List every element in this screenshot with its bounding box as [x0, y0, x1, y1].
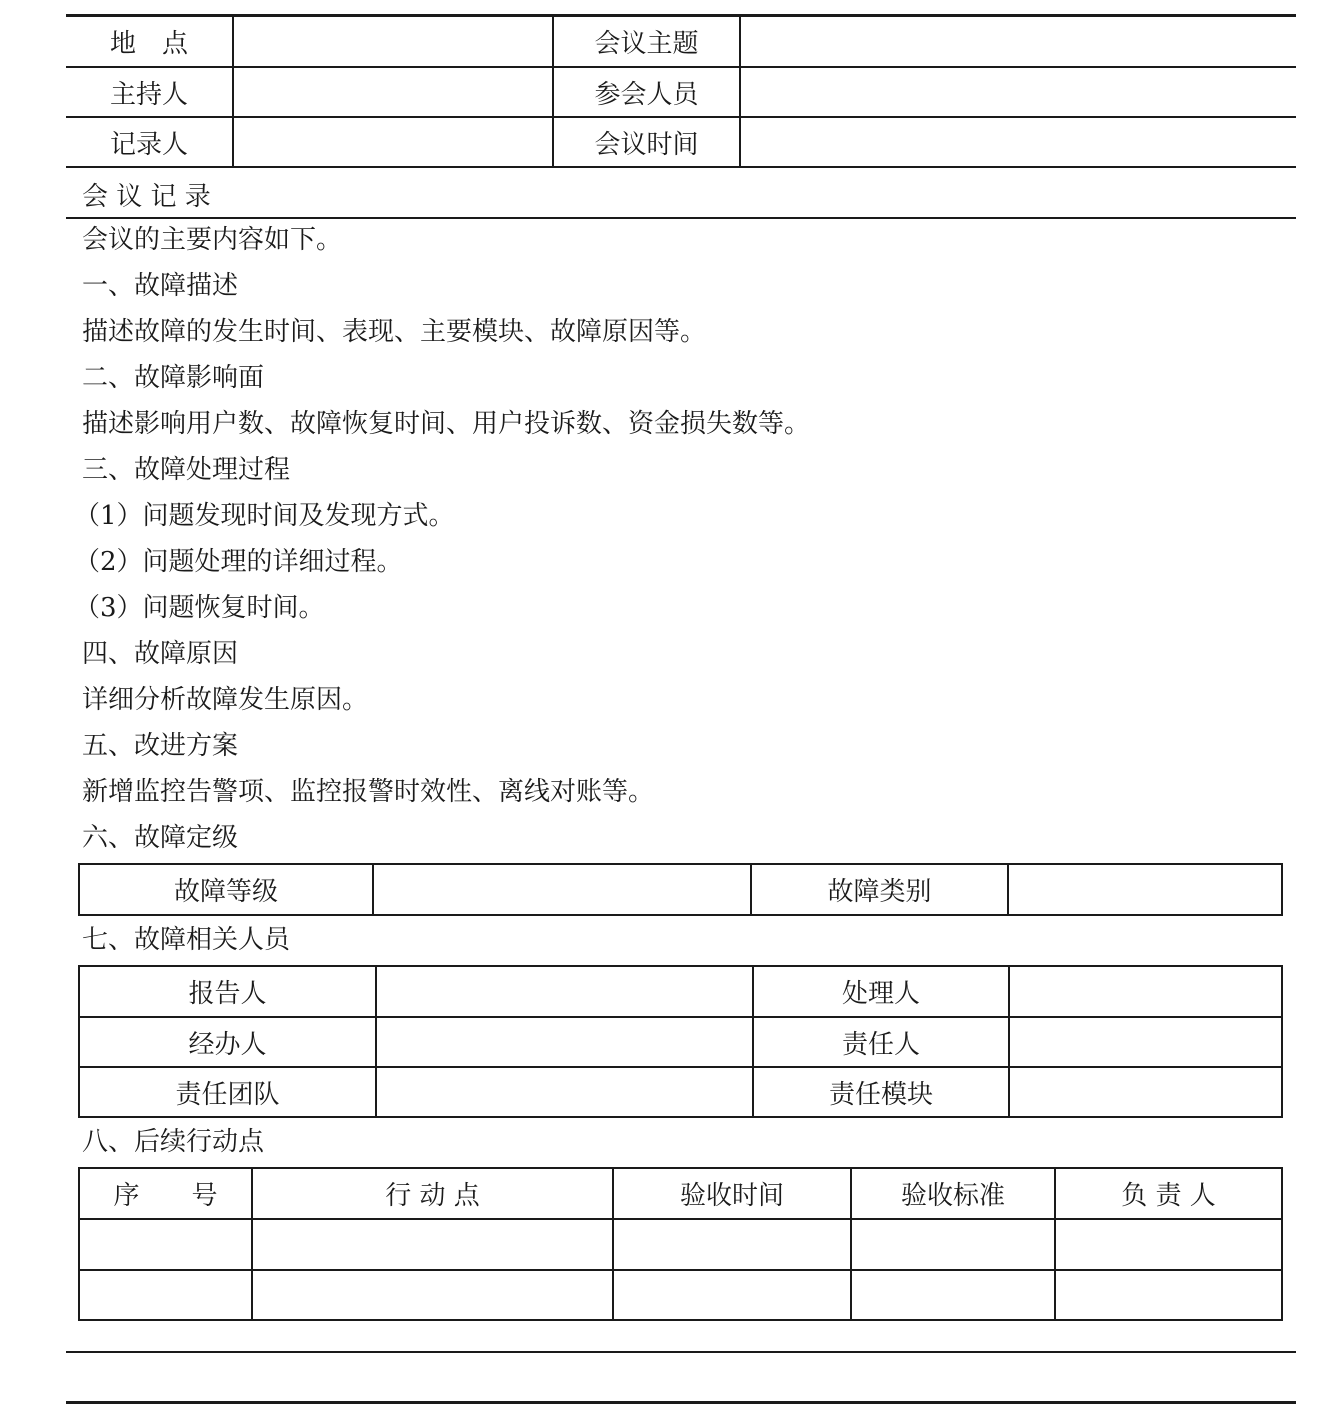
section-heading: 八、后续行动点 — [82, 1127, 265, 1157]
recorder-value[interactable] — [234, 118, 552, 166]
responsible-team-label: 责任团队 — [175, 1079, 280, 1110]
fault-category-value[interactable] — [1009, 865, 1281, 914]
column-header-index: 序 号 — [113, 1181, 218, 1211]
list-item: （3）问题恢复时间。 — [74, 593, 325, 623]
table-cell[interactable] — [852, 1271, 1054, 1319]
responsible-person-value[interactable] — [1010, 1018, 1281, 1066]
action-items-table — [78, 1167, 1283, 1321]
bottom-rule — [66, 1351, 1296, 1353]
column-header-acceptance-time: 验收时间 — [679, 1181, 784, 1211]
meeting-time-value[interactable] — [741, 118, 1296, 166]
responsible-module-label: 责任模块 — [828, 1079, 933, 1110]
location-value[interactable] — [234, 17, 552, 66]
fault-people-table — [78, 965, 1283, 1118]
rule — [66, 166, 1296, 168]
table-cell[interactable] — [614, 1271, 850, 1319]
table-cell[interactable] — [80, 1220, 251, 1269]
fault-grade-label: 故障等级 — [173, 877, 278, 907]
table-cell[interactable] — [253, 1220, 612, 1269]
section-text: 描述影响用户数、故障恢复时间、用户投诉数、资金损失数等。 — [82, 409, 811, 439]
section-heading: 三、故障处理过程 — [82, 455, 291, 485]
table-cell[interactable] — [614, 1220, 850, 1269]
recorder-label: 记录人 — [109, 129, 188, 160]
responsible-person-label: 责任人 — [841, 1029, 920, 1060]
intro-text: 会议的主要内容如下。 — [82, 225, 343, 255]
table-cell[interactable] — [1056, 1271, 1281, 1319]
meeting-time-label: 会议时间 — [594, 129, 699, 160]
responsible-module-value[interactable] — [1010, 1068, 1281, 1116]
responsible-team-value[interactable] — [377, 1068, 752, 1116]
section-text: 新增监控告警项、监控报警时效性、离线对账等。 — [82, 777, 655, 807]
column-header-owner: 负 责 人 — [1121, 1181, 1216, 1211]
list-item: （1）问题发现时间及发现方式。 — [74, 501, 455, 531]
meeting-topic-value[interactable] — [741, 17, 1296, 66]
operator-label: 经办人 — [188, 1029, 267, 1060]
rule — [66, 217, 1296, 219]
section-title: 会 议 记 录 — [82, 182, 211, 212]
table-cell[interactable] — [80, 1271, 251, 1319]
host-value[interactable] — [234, 68, 552, 116]
section-heading: 五、改进方案 — [82, 731, 239, 761]
table-cell[interactable] — [1056, 1220, 1281, 1269]
list-item: （2）问题处理的详细过程。 — [74, 547, 403, 577]
meeting-topic-label: 会议主题 — [594, 29, 699, 59]
fault-grade-value[interactable] — [374, 865, 750, 914]
section-heading: 四、故障原因 — [82, 639, 239, 669]
reporter-label: 报告人 — [188, 979, 267, 1009]
column-header-action: 行 动 点 — [385, 1181, 480, 1211]
section-heading: 二、故障影响面 — [82, 363, 265, 393]
table-cell[interactable] — [852, 1220, 1054, 1269]
section-heading: 一、故障描述 — [82, 271, 239, 301]
section-text: 描述故障的发生时间、表现、主要模块、故障原因等。 — [82, 317, 707, 347]
location-label: 地 点 — [109, 29, 188, 59]
fault-category-label: 故障类别 — [827, 877, 932, 907]
section-text: 详细分析故障发生原因。 — [82, 685, 369, 715]
host-label: 主持人 — [109, 79, 188, 110]
reporter-value[interactable] — [377, 967, 752, 1016]
bottom-rule — [66, 1401, 1296, 1404]
attendees-value[interactable] — [741, 68, 1296, 116]
table-cell[interactable] — [253, 1271, 612, 1319]
fault-grade-table — [78, 863, 1283, 916]
operator-value[interactable] — [377, 1018, 752, 1066]
attendees-label: 参会人员 — [594, 79, 699, 110]
section-heading: 七、故障相关人员 — [82, 925, 291, 955]
handler-value[interactable] — [1010, 967, 1281, 1016]
section-heading: 六、故障定级 — [82, 823, 239, 853]
handler-label: 处理人 — [841, 979, 920, 1009]
column-header-acceptance-criteria: 验收标准 — [900, 1181, 1005, 1211]
